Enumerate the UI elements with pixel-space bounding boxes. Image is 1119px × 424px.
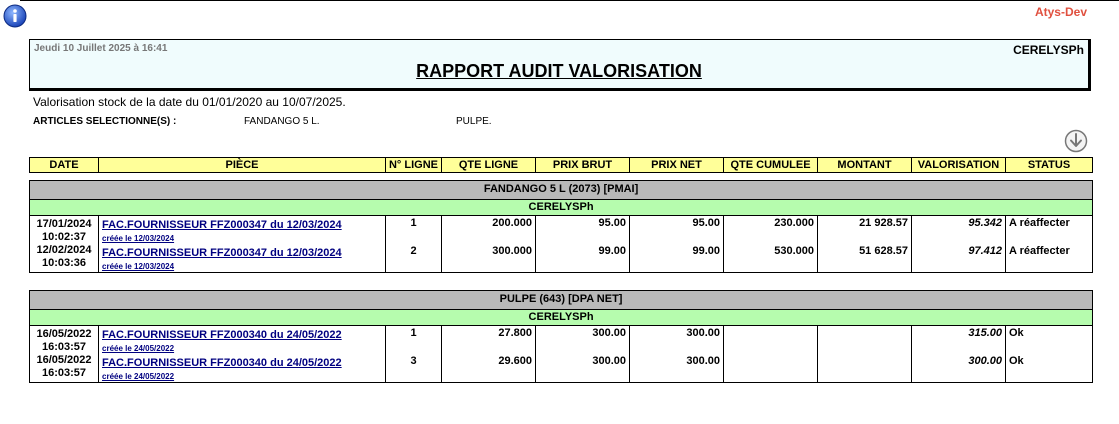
row-date: 16/05/2022 <box>36 354 92 366</box>
row-date: 16/05/2022 <box>36 328 92 340</box>
table-row <box>30 354 1093 383</box>
col-qty-cum[interactable]: QTE CUMULEE <box>724 158 818 173</box>
row-prix-net: 95.00 <box>630 216 724 245</box>
row-qty: 300.000 <box>442 244 536 273</box>
environment-label: Atys-Dev <box>1034 5 1087 19</box>
group-title: PULPE (643) [DPA NET] <box>30 291 1093 310</box>
row-prix-net: 300.00 <box>630 326 724 355</box>
report-header <box>29 39 1091 91</box>
group-title: FANDANGO 5 L (2073) [PMAI] <box>30 181 1093 200</box>
col-valorisation[interactable]: VALORISATION <box>912 158 1006 173</box>
row-date: 17/01/2024 <box>36 218 92 230</box>
piece-link[interactable]: FAC.FOURNISSEUR FFZ000340 du 24/05/2022 <box>102 329 342 341</box>
col-montant[interactable]: MONTANT <box>818 158 912 173</box>
row-time: 10:02:37 <box>41 231 87 243</box>
row-time: 16:03:57 <box>41 341 87 353</box>
row-prix-brut: 95.00 <box>536 216 630 245</box>
row-prix-net: 99.00 <box>630 244 724 273</box>
valorisation-period: Valorisation stock de la date du 01/01/2020 au 10/07/2025. <box>33 95 346 109</box>
row-montant <box>818 354 912 383</box>
top-border-line <box>20 0 1119 1</box>
piece-link[interactable]: FAC.FOURNISSEUR FFZ000340 du 24/05/2022 <box>102 357 342 369</box>
article-item: PULPE. <box>456 116 492 127</box>
row-status: A réaffecter <box>1006 244 1093 273</box>
row-status: A réaffecter <box>1006 216 1093 245</box>
col-piece[interactable]: PIÈCE <box>99 158 386 173</box>
row-montant <box>818 326 912 355</box>
row-prix-brut: 99.00 <box>536 244 630 273</box>
group-company: CERELYSPh <box>30 200 1093 216</box>
row-date: 12/02/2024 <box>36 244 92 256</box>
column-header-row <box>29 157 1093 173</box>
row-status: Ok <box>1006 326 1093 355</box>
row-line: 3 <box>386 354 442 383</box>
piece-link[interactable]: FAC.FOURNISSEUR FFZ000347 du 12/03/2024 <box>102 247 342 259</box>
col-date[interactable]: DATE <box>30 158 99 173</box>
col-status[interactable]: STATUS <box>1006 158 1093 173</box>
col-qty[interactable]: QTE LIGNE <box>442 158 536 173</box>
row-time: 10:03:36 <box>41 257 87 269</box>
table-row <box>30 216 1093 245</box>
row-valorisation: 95.342 <box>912 216 1006 245</box>
group-company: CERELYSPh <box>30 310 1093 326</box>
row-status: Ok <box>1006 354 1093 383</box>
table-row <box>30 326 1093 355</box>
col-prix-brut[interactable]: PRIX BRUT <box>536 158 630 173</box>
created-link[interactable]: créée le 12/03/2024 <box>102 234 175 243</box>
row-qty-cum <box>724 326 818 355</box>
report-company: CERELYSPh <box>1013 43 1084 57</box>
row-qty-cum: 230.000 <box>724 216 818 245</box>
created-link[interactable]: créée le 24/05/2022 <box>102 372 175 381</box>
articles-label: ARTICLES SELECTIONNE(S) : <box>33 116 177 127</box>
row-prix-net: 300.00 <box>630 354 724 383</box>
row-valorisation: 97.412 <box>912 244 1006 273</box>
row-line: 1 <box>386 326 442 355</box>
row-qty: 29.600 <box>442 354 536 383</box>
row-qty-cum <box>724 354 818 383</box>
article-item: FANDANGO 5 L. <box>244 116 320 127</box>
article-group-fandango <box>29 180 1093 273</box>
row-line: 2 <box>386 244 442 273</box>
article-group-pulpe <box>29 290 1093 383</box>
report-date: Jeudi 10 Juillet 2025 à 16:41 <box>34 43 168 54</box>
row-montant: 21 928.57 <box>818 216 912 245</box>
created-link[interactable]: créée le 24/05/2022 <box>102 344 175 353</box>
row-montant: 51 628.57 <box>818 244 912 273</box>
row-qty: 27.800 <box>442 326 536 355</box>
report-title: RAPPORT AUDIT VALORISATION <box>416 61 702 81</box>
download-arrow-icon[interactable] <box>1064 129 1088 153</box>
row-qty-cum: 530.000 <box>724 244 818 273</box>
created-link[interactable]: créée le 12/03/2024 <box>102 262 175 271</box>
row-prix-brut: 300.00 <box>536 354 630 383</box>
col-line[interactable]: N° LIGNE <box>386 158 442 173</box>
row-line: 1 <box>386 216 442 245</box>
row-prix-brut: 300.00 <box>536 326 630 355</box>
table-row <box>30 244 1093 273</box>
row-time: 16:03:57 <box>41 367 87 379</box>
row-qty: 200.000 <box>442 216 536 245</box>
info-icon[interactable] <box>3 4 27 28</box>
row-valorisation: 315.00 <box>912 326 1006 355</box>
row-valorisation: 300.00 <box>912 354 1006 383</box>
piece-link[interactable]: FAC.FOURNISSEUR FFZ000347 du 12/03/2024 <box>102 219 342 231</box>
col-prix-net[interactable]: PRIX NET <box>630 158 724 173</box>
